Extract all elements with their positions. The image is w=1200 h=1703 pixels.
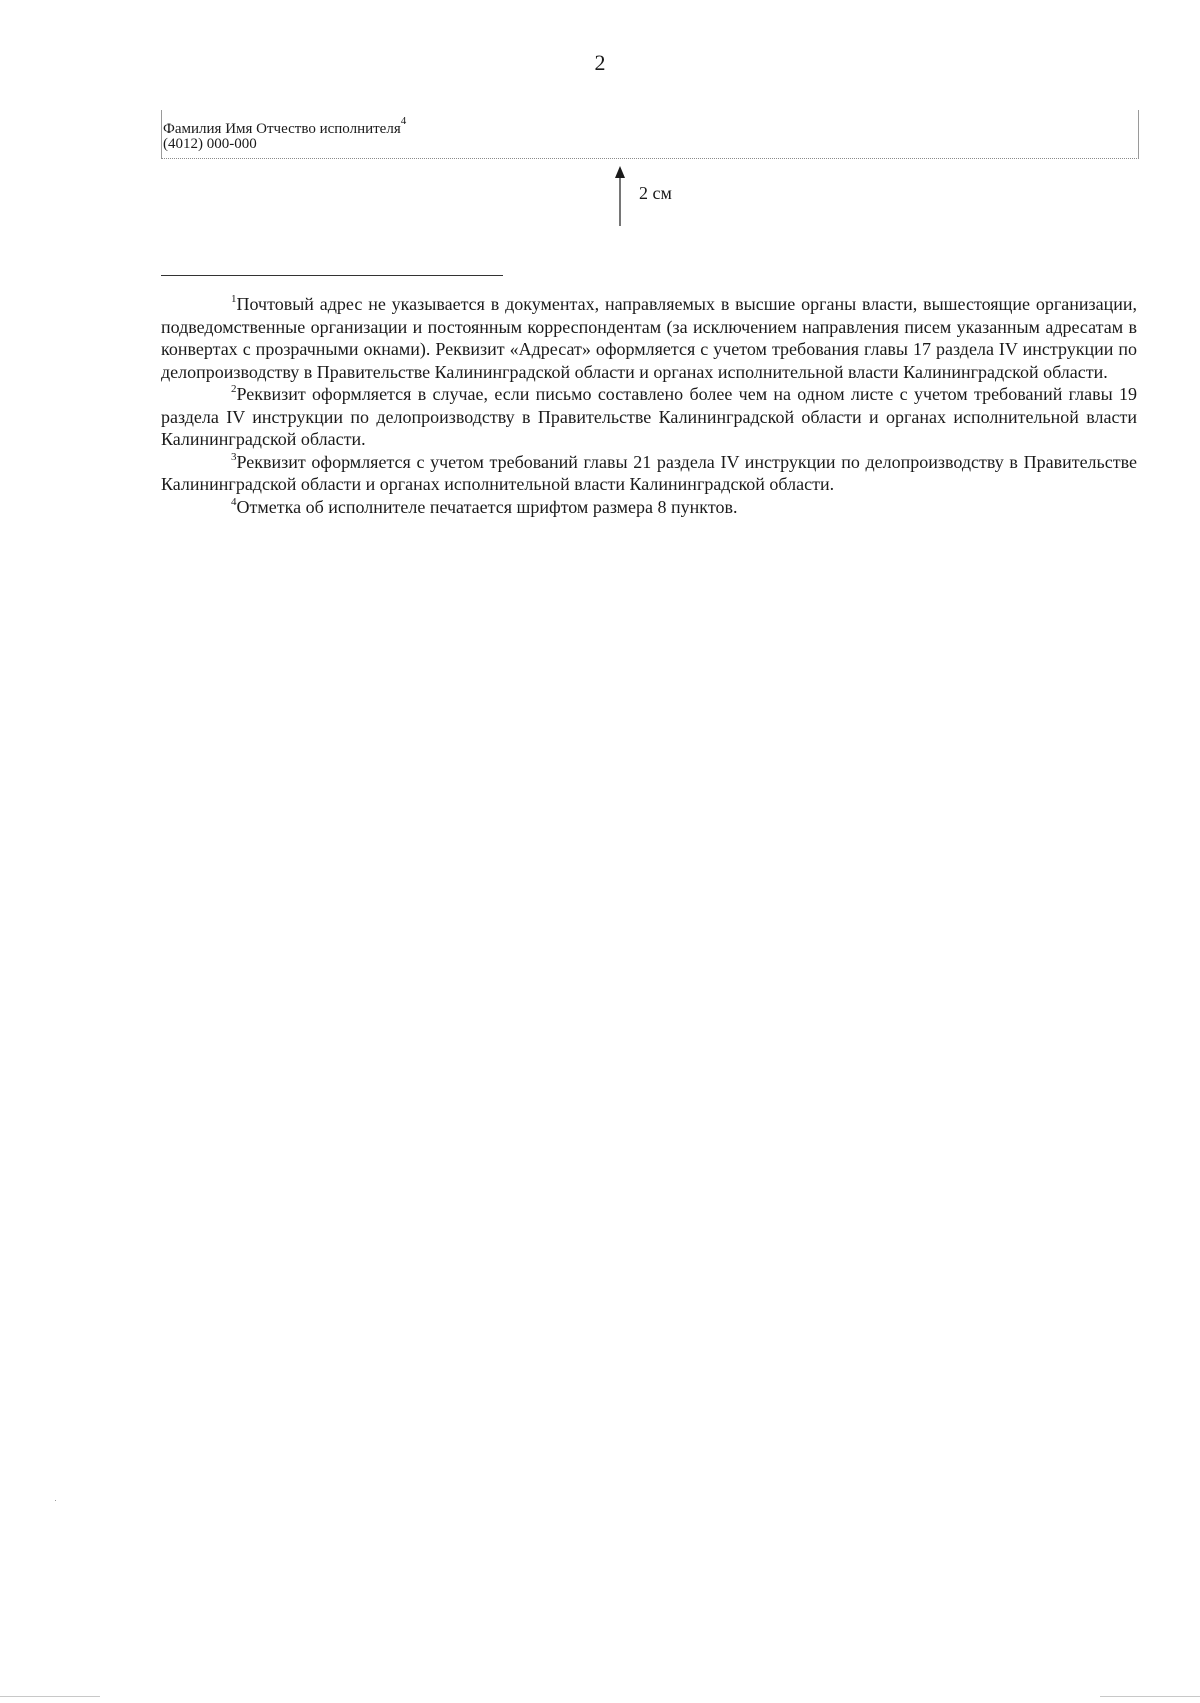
footnote-1	[161, 293, 1137, 383]
footnote-3	[161, 451, 1137, 496]
page-number: 2	[594, 50, 606, 75]
margin-label: 2 см	[639, 183, 672, 203]
footnote-text: Отметка об исполнителе печатается шрифтом размера 8 пунктов.	[236, 496, 738, 517]
executor-mark-box	[161, 110, 1139, 159]
footnote-2	[161, 383, 1137, 451]
executor-name-line	[163, 115, 406, 138]
margin-arrow-icon	[614, 166, 626, 226]
executor-footnote-ref: 4	[400, 115, 407, 127]
footnote-ref: 1	[231, 293, 237, 305]
executor-name: Фамилия Имя Отчество исполнителя	[163, 121, 401, 137]
footnote-text: Реквизит оформляется с учетом требований главы 21 раздела IV инструкции по делопроизводству в Правительстве Калининградской области и органах исполнительной власти Калининградской области.	[161, 451, 1137, 494]
scan-edge-right	[1100, 1696, 1200, 1697]
footnote-text: Почтовый адрес не указывается в документах, направляемых в высшие органы власти, вышестоящие организации, подведомственные организации и постоянным корреспондентам (за исключением направления писем указанным адресатам в конвертах с прозрачными окнами). Реквизит «Адресат» оформляется с учетом требования главы 17 раздела IV инструкции по делопроизводству в Правительстве Калининградской области и органах исполнительной власти Калининградской области.	[161, 294, 1137, 382]
footnote-4	[161, 496, 1137, 519]
footnote-ref: 4	[231, 495, 237, 508]
footnotes	[161, 293, 1137, 518]
footnote-separator	[161, 275, 503, 276]
scan-edge-left	[0, 1696, 100, 1697]
scan-artifact-dot	[55, 1500, 56, 1501]
footnote-text: Реквизит оформляется в случае, если письмо составлено более чем на одном листе с учетом требований главы 19 раздела IV инструкции по делопроизводству в Правительстве Калининградской области и органах исполнительной власти Калининградской области.	[161, 384, 1137, 449]
footnote-ref: 3	[231, 450, 237, 463]
executor-phone: (4012) 000-000	[163, 136, 257, 152]
footnote-ref: 2	[231, 383, 237, 395]
